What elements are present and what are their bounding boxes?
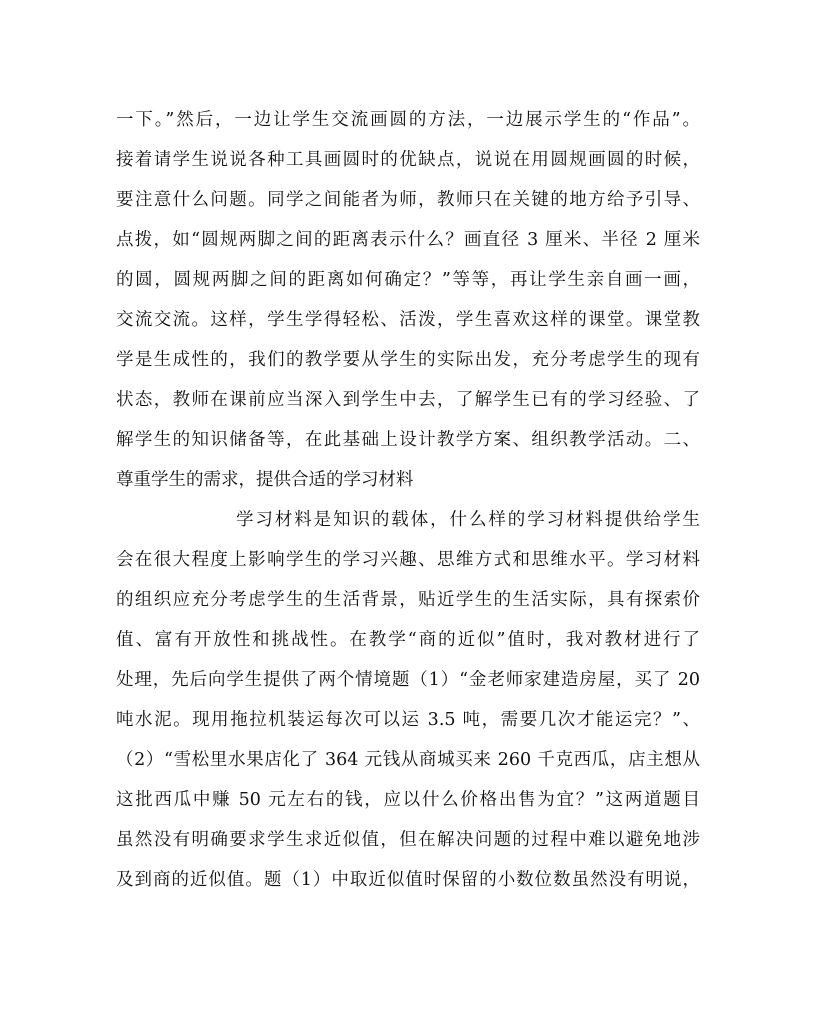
text-line: 这批西瓜中赚 50 元左右的钱，应以什么价格出售为宜？”这两道题目 [116, 790, 700, 810]
text-line: 接着请学生说说各种工具画圆时的优缺点，说说在用圆规画圆的时候， [116, 150, 700, 170]
text-line: 虽然没有明确要求学生求近似值，但在解决问题的过程中难以避免地涉 [116, 830, 700, 850]
text-line: 处理，先后向学生提供了两个情境题（1）“金老师家建造房屋，买了 20 [116, 670, 700, 690]
text-line: 交流交流。这样，学生学得轻松、活泼，学生喜欢这样的课堂。课堂教 [116, 310, 700, 330]
text-line: （2）“雪松里水果店化了 364 元钱从商城买来 260 千克西瓜，店主想从 [116, 750, 700, 770]
text-line: 会在很大程度上影响学生的学习兴趣、思维方式和思维水平。学习材料 [116, 550, 700, 570]
text-line: 点拨，如“圆规两脚之间的距离表示什么？画直径 3 厘米、半径 2 厘米 [116, 230, 700, 250]
text-line: 吨水泥。现用拖拉机装运每次可以运 3.5 吨，需要几次才能运完？”、 [116, 710, 700, 730]
text-line: 学是生成性的，我们的教学要从学生的实际出发，充分考虑学生的现有 [116, 350, 700, 370]
text-line: 学习材料是知识的载体，什么样的学习材料提供给学生 [236, 510, 700, 530]
text-line: 的组织应充分考虑学生的生活背景，贴近学生的生活实际，具有探索价 [116, 590, 700, 610]
text-line: 的圆，圆规两脚之间的距离如何确定？”等等，再让学生亲自画一画， [116, 270, 700, 290]
text-line: 解学生的知识储备等，在此基础上设计教学方案、组织教学活动。二、 [116, 430, 700, 450]
text-line: 及到商的近似值。题（1）中取近似值时保留的小数位数虽然没有明说， [116, 870, 700, 890]
text-line: 值、富有开放性和挑战性。在教学“商的近似”值时，我对教材进行了 [116, 630, 700, 650]
section-heading-line: 尊重学生的需求，提供合适的学习材料 [116, 470, 414, 490]
text-line: 要注意什么问题。同学之间能者为师，教师只在关键的地方给予引导、 [116, 190, 700, 210]
text-line: 状态，教师在课前应当深入到学生中去，了解学生已有的学习经验、了 [116, 390, 700, 410]
text-line: 一下。”然后，一边让学生交流画圆的方法，一边展示学生的“作品”。 [116, 110, 700, 130]
